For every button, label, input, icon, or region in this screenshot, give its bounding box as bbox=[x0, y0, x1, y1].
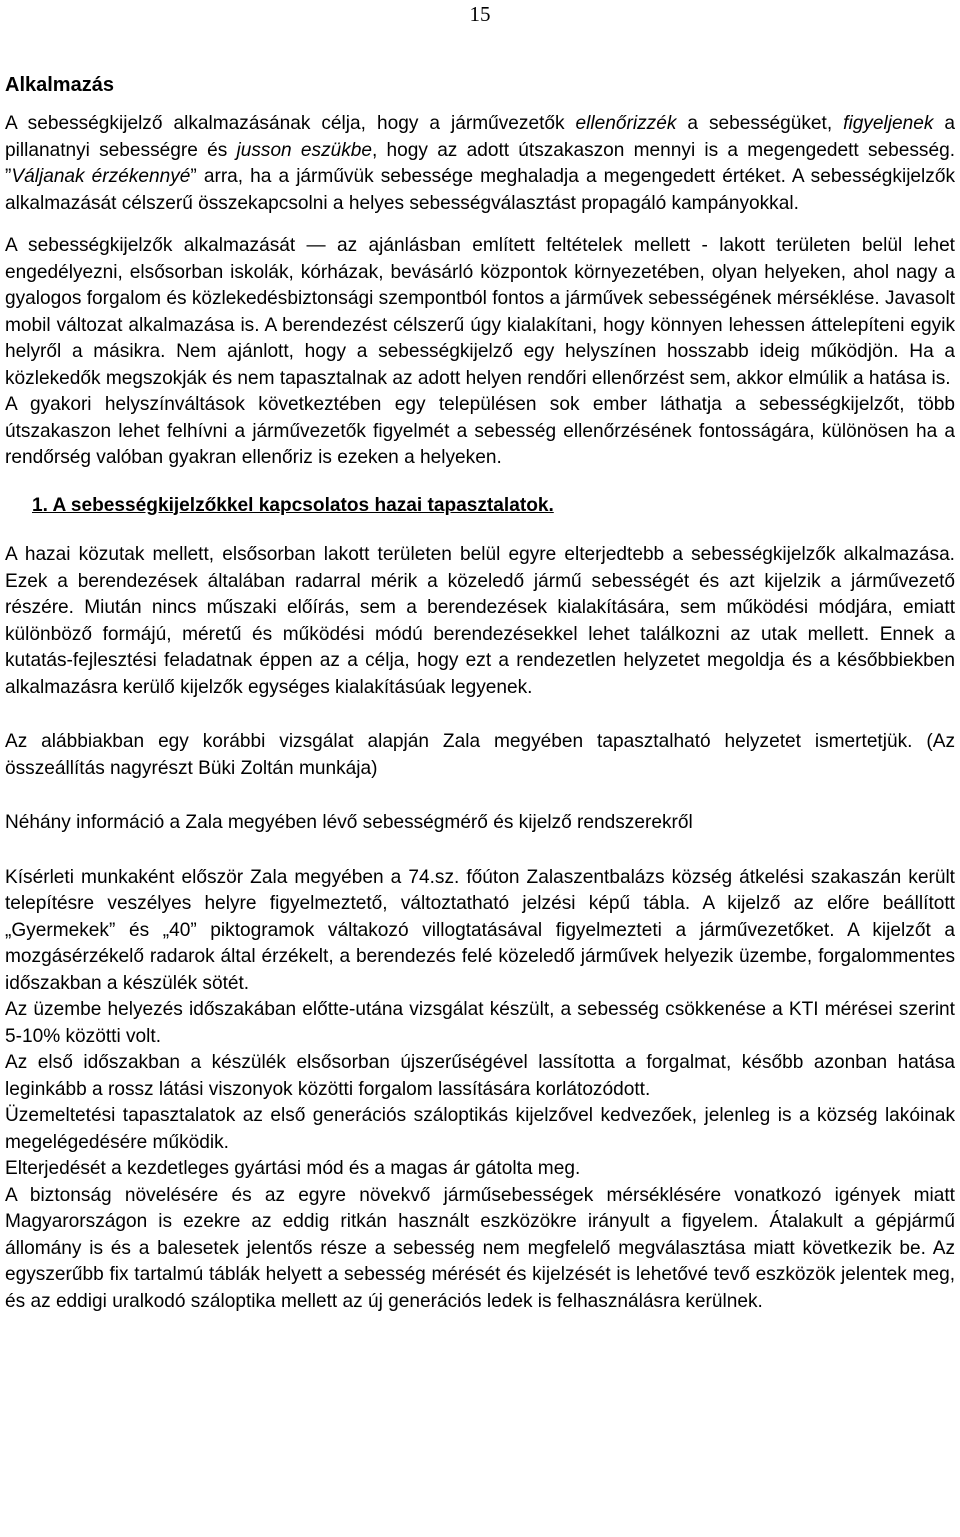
body-paragraph: A biztonság növelésére és az egyre növekvő járműsebességek mérséklésére vonatkozó igények miatt Magyarországon is ezekre az eddig ritkán használt eszközökre irányult a figyelem. Átalakult a gépjármű állomány is és a balesetek jelentős része a sebesség nem megfelelő megválasztása miatt következik be. Az egyszerűbb fix tartalmú táblák helyett a sebesség mérését és kijelzését is lehetővé tevő eszközök jelentek meg, és az eddigi uralkodó száloptika mellett az új generációs ledek is felhasználásra kerülnek. bbox=[5, 1184, 955, 1312]
intro-emphasis-4: Váljanak érzékennyé bbox=[11, 166, 191, 187]
document-body bbox=[5, 72, 955, 1315]
intro-emphasis-2: figyeljenek bbox=[843, 113, 934, 134]
intro-emphasis-3: jusson eszükbe bbox=[236, 139, 373, 161]
body-paragraph: Az alábbiakban egy korábbi vizsgálat alapján Zala megyében tapasztalható helyzetet ismertetjük. (Az összeállítás nagyrészt Büki Zoltán munkája) bbox=[5, 731, 955, 779]
section-heading: 1. A sebességkijelzőkkel kapcsolatos hazai tapasztalatok. bbox=[32, 494, 554, 516]
intro-text-1: A sebességkijelző alkalmazásának célja, hogy a járművezetők bbox=[5, 113, 576, 134]
page-number: 15 bbox=[469, 2, 491, 26]
body-paragraph: Elterjedését a kezdetleges gyártási mód és a magas ár gátolta meg. bbox=[5, 1158, 581, 1179]
body-paragraph: A hazai közutak mellett, elsősorban lakott területen belül egyre elterjedtebb a sebességkijelzők alkalmazása. Ezek a berendezések általában radarral mérik a közeledő jármű sebességét és azt kijelzik a járművezető részére. Miután nincs műszaki előírás, sem a berendezések kialakítására, sem működési módjára, emiatt különböző formájú, méretű és működési módú berendezésekkel lehet találkozni az utak mellett. Ennek a kutatás-fejlesztési feladatnak éppen az a célja, hogy ezt a rendezetlen helyzetet megoldja és a későbbiekben alkalmazásra kerülő kijelzők egységes kialakításúak legyenek. bbox=[5, 544, 955, 698]
intro-text-4: , hogy az adott útszakaszon mennyi is a megengedett sebesség. ” bbox=[5, 139, 956, 187]
intro-emphasis-1: ellenőrizzék bbox=[575, 113, 677, 134]
body-paragraph: Üzemeltetési tapasztalatok az első generációs száloptikás kijelzővel kedvezőek, jelenleg is a község lakóinak megelégedésére működik. bbox=[5, 1105, 955, 1153]
page-title: Alkalmazás bbox=[5, 74, 114, 96]
intro-text-5: ” arra, ha a járművük sebessége meghaladja a megengedett értéket. A sebességkijelzők alkalmazását célszerű összekapcsolni a helyes sebességválasztást propagáló kampányokkal. bbox=[5, 166, 956, 214]
intro-text-3: a pillanatnyi sebességre és bbox=[5, 113, 955, 161]
intro-paragraph bbox=[5, 111, 955, 217]
subheading-paragraph: Néhány információ a Zala megyében lévő sebességmérő és kijelző rendszerekről bbox=[5, 812, 693, 833]
intro-text-2: a sebességüket, bbox=[676, 113, 844, 134]
body-paragraph: Az első időszakban a készülék elsősorban újszerűségével lassította a forgalmat, később azonban hatása leginkább a rossz látási viszonyok közötti forgalom lassítására korlátozódott. bbox=[5, 1052, 955, 1100]
body-paragraph: Kísérleti munkaként először Zala megyében a 74.sz. főúton Zalaszentbalázs község átkelési szakaszán került telepítésre veszélyes helyre figyelmeztető, változtatható jelzési képű tábla. A kijelző az előre beállított „Gyermekek” és „40” piktogramok váltakozó villogtatásával figyelmezteti a járművezetőket. A kijelzőt a mozgásérzékelő radarok által érzékelt, a berendezés felé közeledő járművek helyezik üzembe, forgalommentes időszakban a készülék sötét. bbox=[5, 866, 955, 994]
body-paragraph: Az üzembe helyezés időszakában előtte-utána vizsgálat készült, a sebesség csökkenése a KTI mérései szerint 5-10% közötti volt. bbox=[5, 999, 955, 1047]
body-paragraph: A sebességkijelzők alkalmazását ― az ajánlásban említett feltételek mellett - lakott területen belül lehet engedélyezni, elsősorban iskolák, kórházak, bevásárló központok környezetében, olyan helyeken, ahol nagy a gyalogos forgalom és közlekedésbiztonsági szempontból fontos a járművek sebességének mérséklése. Javasolt mobil változat alkalmazása is. A berendezést célszerű úgy kialakítani, hogy könnyen lehessen áttelepíteni egyik helyről a másikra. Nem ajánlott, hogy a sebességkijelző egy helyszínen hosszabb ideig működjön. Ha a közlekedők megszokják és nem tapasztalnak az adott helyen rendőri ellenőrzést sem, akkor elmúlik a hatása is. bbox=[5, 235, 955, 389]
body-paragraph: A gyakori helyszínváltások következtében egy településen sok ember láthatja a sebességkijelzőt, több útszakaszon lehet felhívni a járművezetők figyelmét a sebesség ellenőrzésének fontosságára, különösen ha a rendőrség valóban gyakran ellenőriz is ezeken a helyeken. bbox=[5, 394, 955, 468]
